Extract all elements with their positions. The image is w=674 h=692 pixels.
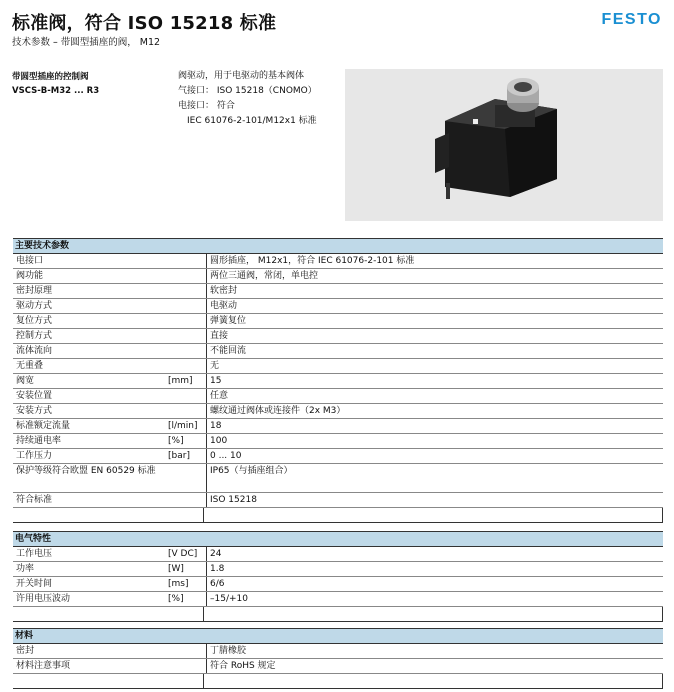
row-label: 标准额定流量 bbox=[13, 419, 165, 434]
table-row bbox=[13, 493, 663, 508]
table-row bbox=[13, 254, 663, 269]
row-unit: [ms] bbox=[165, 577, 207, 592]
row-label: 复位方式 bbox=[13, 314, 165, 329]
section-materials bbox=[13, 628, 663, 689]
table-row bbox=[13, 374, 663, 389]
row-label: 密封原理 bbox=[13, 284, 165, 299]
row-label: 无重叠 bbox=[13, 359, 165, 374]
row-value: 1.8 bbox=[207, 562, 664, 577]
row-unit bbox=[165, 464, 207, 493]
row-label: 控制方式 bbox=[13, 329, 165, 344]
section-footer bbox=[13, 607, 663, 622]
section-title: 电气特性 bbox=[13, 531, 663, 547]
description-line: IEC 61076-2-101/M12x1 标准 bbox=[187, 116, 317, 126]
table-row bbox=[13, 449, 663, 464]
row-value: 符合 RoHS 规定 bbox=[207, 659, 664, 674]
row-unit: [l/min] bbox=[165, 419, 207, 434]
row-label: 流体流向 bbox=[13, 344, 165, 359]
row-unit bbox=[165, 299, 207, 314]
table-row bbox=[13, 644, 663, 659]
row-unit bbox=[165, 404, 207, 419]
table-row bbox=[13, 269, 663, 284]
row-label: 许用电压波动 bbox=[13, 592, 165, 607]
row-unit bbox=[165, 254, 207, 269]
row-unit bbox=[165, 359, 207, 374]
table-row bbox=[13, 389, 663, 404]
table-row bbox=[13, 434, 663, 449]
product-name: 带圆型插座的控制阀 bbox=[12, 72, 89, 82]
row-unit bbox=[165, 284, 207, 299]
section-title: 主要技术参数 bbox=[13, 238, 663, 254]
row-unit: [%] bbox=[165, 592, 207, 607]
row-value: 不能回流 bbox=[207, 344, 664, 359]
row-label: 材料注意事项 bbox=[13, 659, 165, 674]
row-unit bbox=[165, 344, 207, 359]
table-row bbox=[13, 299, 663, 314]
page-subtitle: 技术参数 – 带圆型插座的阀， M12 bbox=[12, 37, 161, 48]
table-row bbox=[13, 547, 663, 562]
row-value: –15/+10 bbox=[207, 592, 664, 607]
row-value: 直接 bbox=[207, 329, 664, 344]
table-row bbox=[13, 592, 663, 607]
row-value: 0 ... 10 bbox=[207, 449, 664, 464]
row-unit bbox=[165, 389, 207, 404]
spec-table bbox=[13, 547, 663, 607]
row-unit: [%] bbox=[165, 434, 207, 449]
spec-table bbox=[13, 644, 663, 674]
row-label: 驱动方式 bbox=[13, 299, 165, 314]
section-electrical bbox=[13, 531, 663, 622]
description-line: 气接口： ISO 15218（CNOMO） bbox=[178, 86, 317, 96]
row-value: 弹簧复位 bbox=[207, 314, 664, 329]
table-row bbox=[13, 344, 663, 359]
row-value: IP65（与插座组合） bbox=[207, 464, 664, 493]
row-unit: [V DC] bbox=[165, 547, 207, 562]
row-value: 100 bbox=[207, 434, 664, 449]
row-label: 保护等级符合欧盟 EN 60529 标准 bbox=[13, 464, 165, 493]
row-unit: [mm] bbox=[165, 374, 207, 389]
row-unit bbox=[165, 644, 207, 659]
row-value: 无 bbox=[207, 359, 664, 374]
row-unit bbox=[165, 659, 207, 674]
row-label: 工作电压 bbox=[13, 547, 165, 562]
table-row bbox=[13, 464, 663, 493]
row-label: 符合标准 bbox=[13, 493, 165, 508]
row-value: 任意 bbox=[207, 389, 664, 404]
row-label: 阀功能 bbox=[13, 269, 165, 284]
row-unit bbox=[165, 314, 207, 329]
row-value: 6/6 bbox=[207, 577, 664, 592]
section-footer bbox=[13, 674, 663, 689]
row-value: 15 bbox=[207, 374, 664, 389]
section-main-specs bbox=[13, 238, 663, 523]
table-row bbox=[13, 329, 663, 344]
row-value: 螺纹通过阀体或连接件（2x M3） bbox=[207, 404, 664, 419]
product-description bbox=[178, 69, 317, 129]
table-row bbox=[13, 314, 663, 329]
row-label: 密封 bbox=[13, 644, 165, 659]
table-row bbox=[13, 359, 663, 374]
table-row bbox=[13, 562, 663, 577]
row-label: 电接口 bbox=[13, 254, 165, 269]
table-row bbox=[13, 659, 663, 674]
row-value: 软密封 bbox=[207, 284, 664, 299]
row-unit: [bar] bbox=[165, 449, 207, 464]
valve-image bbox=[345, 69, 663, 221]
row-label: 安装方式 bbox=[13, 404, 165, 419]
brand-logo: FESTO bbox=[601, 11, 662, 28]
row-unit bbox=[165, 493, 207, 508]
page-title: 标准阀，符合 ISO 15218 标准 bbox=[12, 13, 277, 34]
row-value: ISO 15218 bbox=[207, 493, 664, 508]
description-line: 阀驱动，用于电驱动的基本阀体 bbox=[178, 71, 305, 81]
row-value: 24 bbox=[207, 547, 664, 562]
row-label: 开关时间 bbox=[13, 577, 165, 592]
row-unit bbox=[165, 329, 207, 344]
product-code: VSCS-B-M32 ... R3 bbox=[12, 86, 100, 96]
table-row bbox=[13, 404, 663, 419]
row-label: 工作压力 bbox=[13, 449, 165, 464]
product-photo bbox=[345, 69, 663, 221]
spec-table bbox=[13, 254, 663, 508]
row-label: 持续通电率 bbox=[13, 434, 165, 449]
row-unit: [W] bbox=[165, 562, 207, 577]
row-unit bbox=[165, 269, 207, 284]
row-label: 功率 bbox=[13, 562, 165, 577]
table-row bbox=[13, 419, 663, 434]
table-row bbox=[13, 577, 663, 592]
row-value: 18 bbox=[207, 419, 664, 434]
section-footer bbox=[13, 508, 663, 523]
row-value: 两位三通阀，常闭，单电控 bbox=[207, 269, 664, 284]
row-value: 丁腈橡胶 bbox=[207, 644, 664, 659]
row-value: 电驱动 bbox=[207, 299, 664, 314]
table-row bbox=[13, 284, 663, 299]
description-line: 电接口： 符合 bbox=[178, 101, 235, 111]
section-title: 材料 bbox=[13, 628, 663, 644]
row-label: 安装位置 bbox=[13, 389, 165, 404]
row-label: 阀宽 bbox=[13, 374, 165, 389]
row-value: 圆形插座， M12x1，符合 IEC 61076-2-101 标准 bbox=[207, 254, 664, 269]
